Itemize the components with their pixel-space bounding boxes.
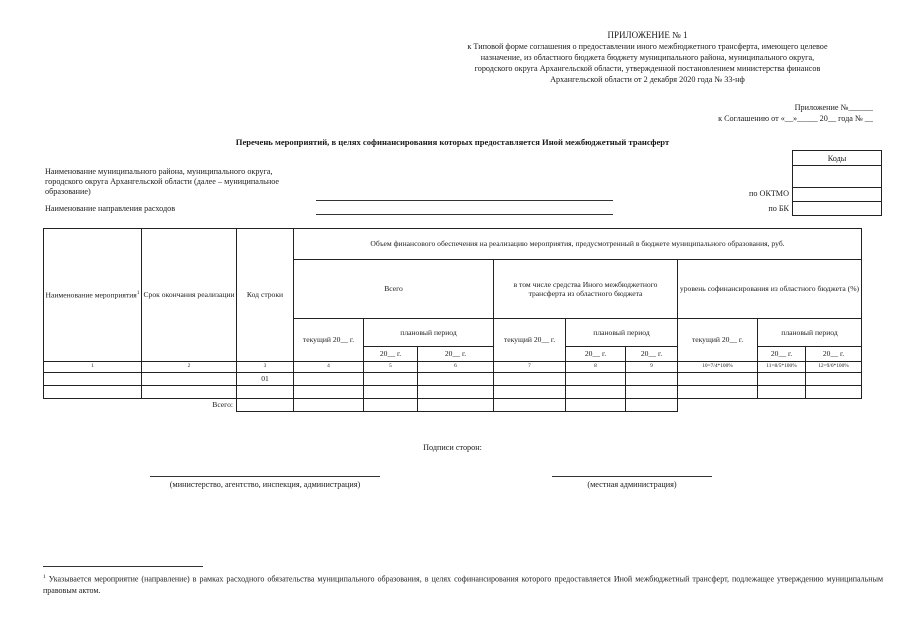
row-code: 01 [237,372,294,385]
footnote-marker: 1 [43,574,46,580]
column-number: 1 [44,362,142,373]
table-cell[interactable] [294,372,364,385]
table-cell[interactable] [364,398,418,411]
col-header-event: Наименование мероприятия$^1$ [44,229,142,362]
table-cell[interactable] [44,385,142,398]
year-header: 20__ г. [626,347,678,362]
table-cell[interactable] [494,385,566,398]
appendix-line: к Типовой форме соглашения о предоставлении иного межбюджетного трансферта, имеющего целевое [467,42,828,51]
level-header: уровень софинансирования из областного бюджета (%) [678,260,862,319]
empty-cell [678,398,862,411]
agreement-date: к Соглашению от «__»_____ 20__ года № __ [718,114,873,123]
document-title: Перечень мероприятий, в целях софинансирования которых предоставляется Иной межбюджетный трансферт [235,137,670,147]
col-header-code: Код строки [237,229,294,362]
table-cell[interactable] [494,398,566,411]
footnote-text: Указывается мероприятие (направление) в рамках расходного обязательства муниципального образования, в целях софинансирования которого предоставляется Иной межбюджетный трансферт, подлежащее утверждению муниципальным правовым актом. [43,574,884,595]
table-cell[interactable] [294,398,364,411]
table-cell[interactable] [364,372,418,385]
column-number: 3 [237,362,294,373]
table-cell[interactable] [758,385,806,398]
signature-caption-right: (местная администрация) [587,480,677,489]
current-year-header: текущий 20__ г. [678,319,758,362]
appendix-line: городского округа Архангельской области, утвержденной постановлением министерства финансов [474,64,821,73]
column-numbers-row [44,362,862,373]
total-row [44,398,862,411]
column-number: 8 [566,362,626,373]
table-cell[interactable] [626,372,678,385]
column-number: 6 [418,362,494,373]
signature-line-left[interactable] [150,476,380,477]
agreement-reference [718,102,873,124]
volume-header: Объем финансового обеспечения на реализацию мероприятия, предусмотренный в бюджете муниципального образования, руб. [294,229,862,260]
column-number: 7 [494,362,566,373]
direction-field[interactable] [316,214,613,215]
total-header: Всего [294,260,494,319]
codes-blank-cell[interactable] [793,166,882,188]
table-cell[interactable] [364,385,418,398]
column-number: 12=9/6*100% [806,362,862,373]
total-label: Всего: [212,400,233,409]
column-number: 5 [364,362,418,373]
table-cell[interactable] [237,398,294,411]
column-number: 11=8/5*100% [758,362,806,373]
year-header: 20__ г. [806,347,862,362]
oktmo-code-cell[interactable] [793,188,882,202]
table-cell[interactable] [806,385,862,398]
year-header: 20__ г. [364,347,418,362]
year-header: 20__ г. [418,347,494,362]
year-header: 20__ г. [758,347,806,362]
oktmo-label: по ОКТМО [749,189,789,198]
municipality-label: Наименование муниципального района, муниципального округа, городского округа Архангельской области (далее – муниципальное образование) [45,167,280,196]
table-row [44,372,862,385]
appendix-line: назначение, из областного бюджета бюджету муниципального района, муниципального округа, [480,53,815,62]
table-cell[interactable] [566,398,626,411]
municipality-field[interactable] [316,200,613,201]
column-number: 2 [142,362,237,373]
table-cell[interactable] [418,372,494,385]
signatures-title: Подписи сторон: [423,443,482,452]
table-cell[interactable] [626,385,678,398]
table-cell[interactable] [44,372,142,385]
table-cell[interactable] [294,385,364,398]
table-cell[interactable] [806,372,862,385]
table-cell[interactable] [758,372,806,385]
signature-line-right[interactable] [552,476,712,477]
bk-code-cell[interactable] [793,202,882,216]
table-row [44,385,862,398]
table-cell[interactable] [678,385,758,398]
table-cell[interactable] [142,385,237,398]
table-cell[interactable] [142,372,237,385]
table-cell[interactable] [626,398,678,411]
table-cell[interactable] [418,398,494,411]
appendix-line: Архангельской области от 2 декабря 2020 года № 33-нф [550,75,745,84]
agreement-number: Приложение №______ [794,103,873,112]
appendix-title: ПРИЛОЖЕНИЕ № 1 [607,30,688,40]
appendix-block [420,30,875,85]
table-cell[interactable] [566,372,626,385]
direction-label: Наименование направления расходов [45,204,176,213]
table-cell[interactable] [237,385,294,398]
planned-period-header: плановый период [758,319,862,347]
table-cell[interactable] [418,385,494,398]
current-year-header: текущий 20__ г. [494,319,566,362]
current-year-header: текущий 20__ г. [294,319,364,362]
column-number: 9 [626,362,678,373]
incl-header: в том числе средства Иного межбюджетного трансферта из областного бюджета [494,260,678,319]
signature-caption-left: (министерство, агентство, инспекция, администрация) [169,480,361,489]
planned-period-header: плановый период [566,319,678,347]
planned-period-header: плановый период [364,319,494,347]
col-header-deadline: Срок окончания реализации [142,229,237,362]
footnote-separator [43,566,203,567]
year-header: 20__ г. [566,347,626,362]
footnote [43,572,883,596]
table-cell[interactable] [566,385,626,398]
table-cell[interactable] [494,372,566,385]
column-number: 4 [294,362,364,373]
codes-header: Коды [793,151,882,166]
table-cell[interactable] [678,372,758,385]
events-table [43,228,862,412]
column-number: 10=7/4*100% [678,362,758,373]
codes-table [792,150,882,216]
bk-label: по БК [768,204,789,213]
